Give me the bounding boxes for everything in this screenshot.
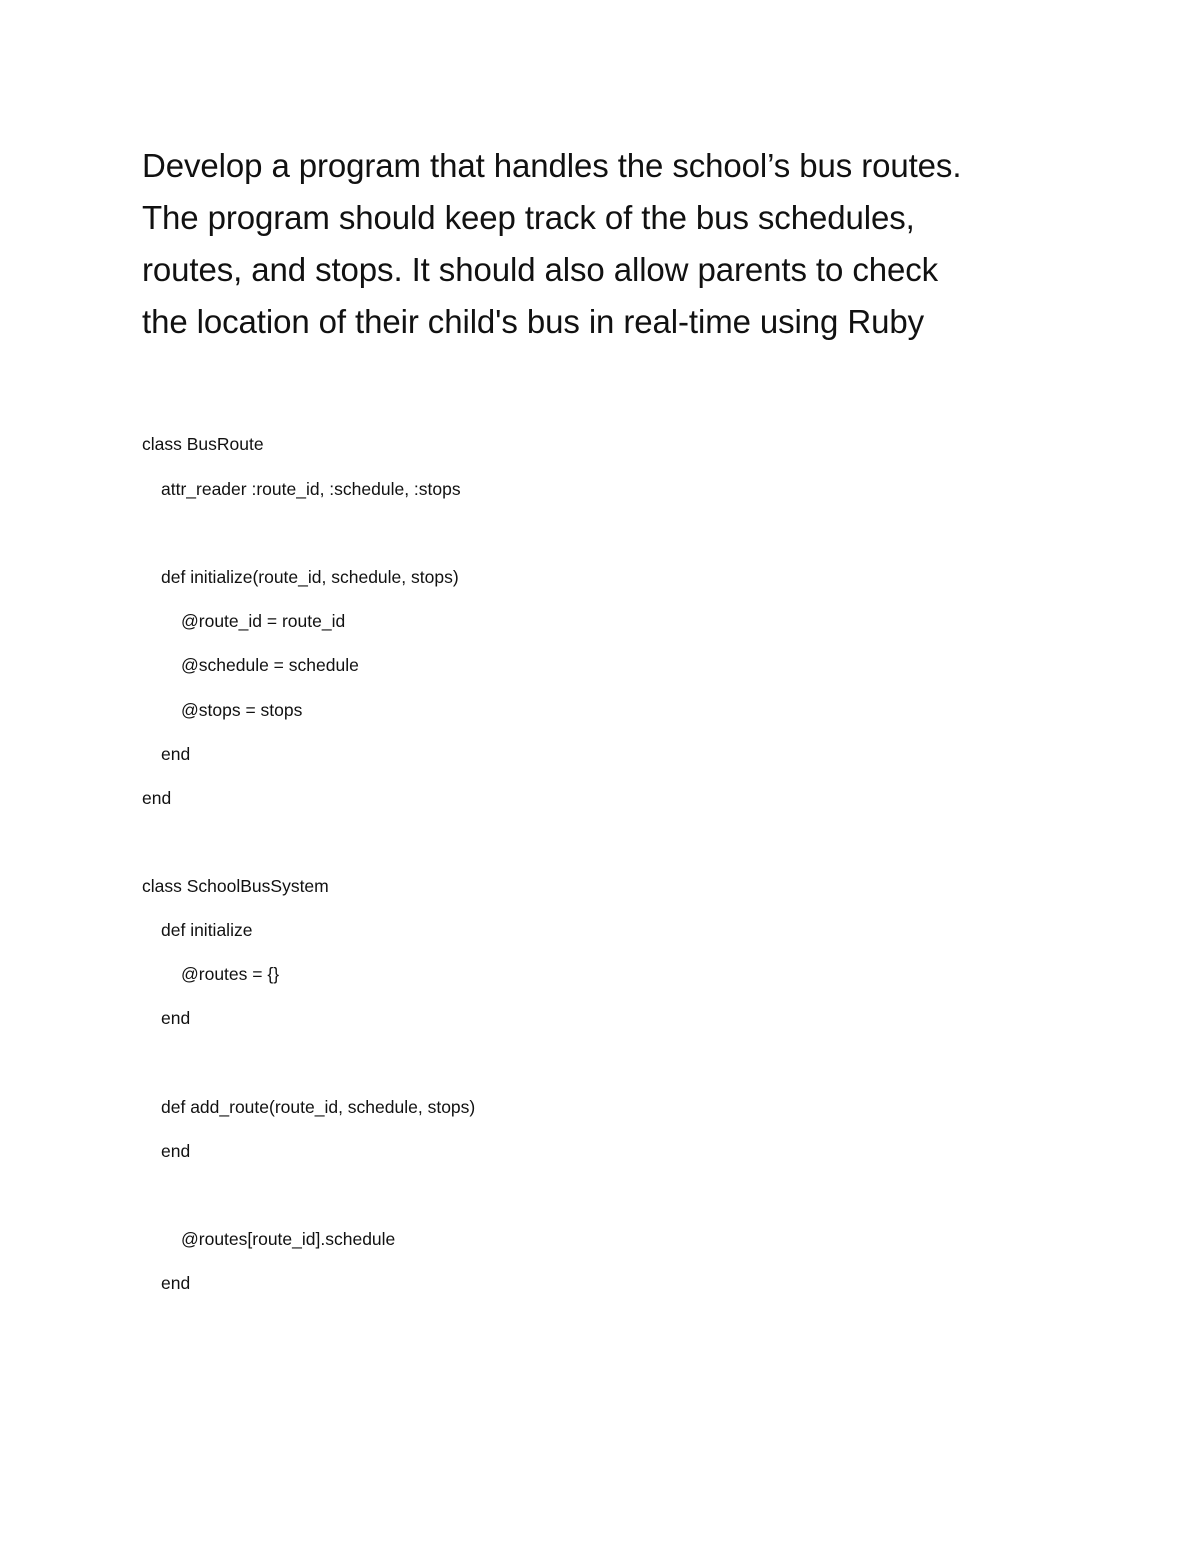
code-line: end xyxy=(142,788,172,808)
code-line: @route_id = route_id xyxy=(181,611,346,631)
code-line: def initialize(route_id, schedule, stops) xyxy=(161,567,459,587)
task-description-line: Develop a program that handles the school’s bus routes. xyxy=(142,147,962,184)
task-description-line: The program should keep track of the bus schedules, xyxy=(142,199,915,236)
code-line: end xyxy=(161,744,191,764)
task-description-line: routes, and stops. It should also allow parents to check xyxy=(142,251,939,288)
code-line: attr_reader :route_id, :schedule, :stops xyxy=(161,479,461,499)
code-line: end xyxy=(161,1273,191,1293)
code-line: end xyxy=(161,1008,191,1028)
code-line: @stops = stops xyxy=(181,700,303,720)
task-description xyxy=(142,140,1102,348)
code-line: @schedule = schedule xyxy=(181,655,359,675)
code-line: def initialize xyxy=(161,920,253,940)
code-line: class BusRoute xyxy=(142,434,264,454)
code-line: @routes[route_id].schedule xyxy=(181,1229,396,1249)
code-line: @routes = {} xyxy=(181,964,280,984)
code-line: end xyxy=(161,1141,191,1161)
code-line: class SchoolBusSystem xyxy=(142,876,329,896)
task-description-line: the location of their child's bus in real-time using Ruby xyxy=(142,303,924,340)
code-line: def add_route(route_id, schedule, stops) xyxy=(161,1097,476,1117)
